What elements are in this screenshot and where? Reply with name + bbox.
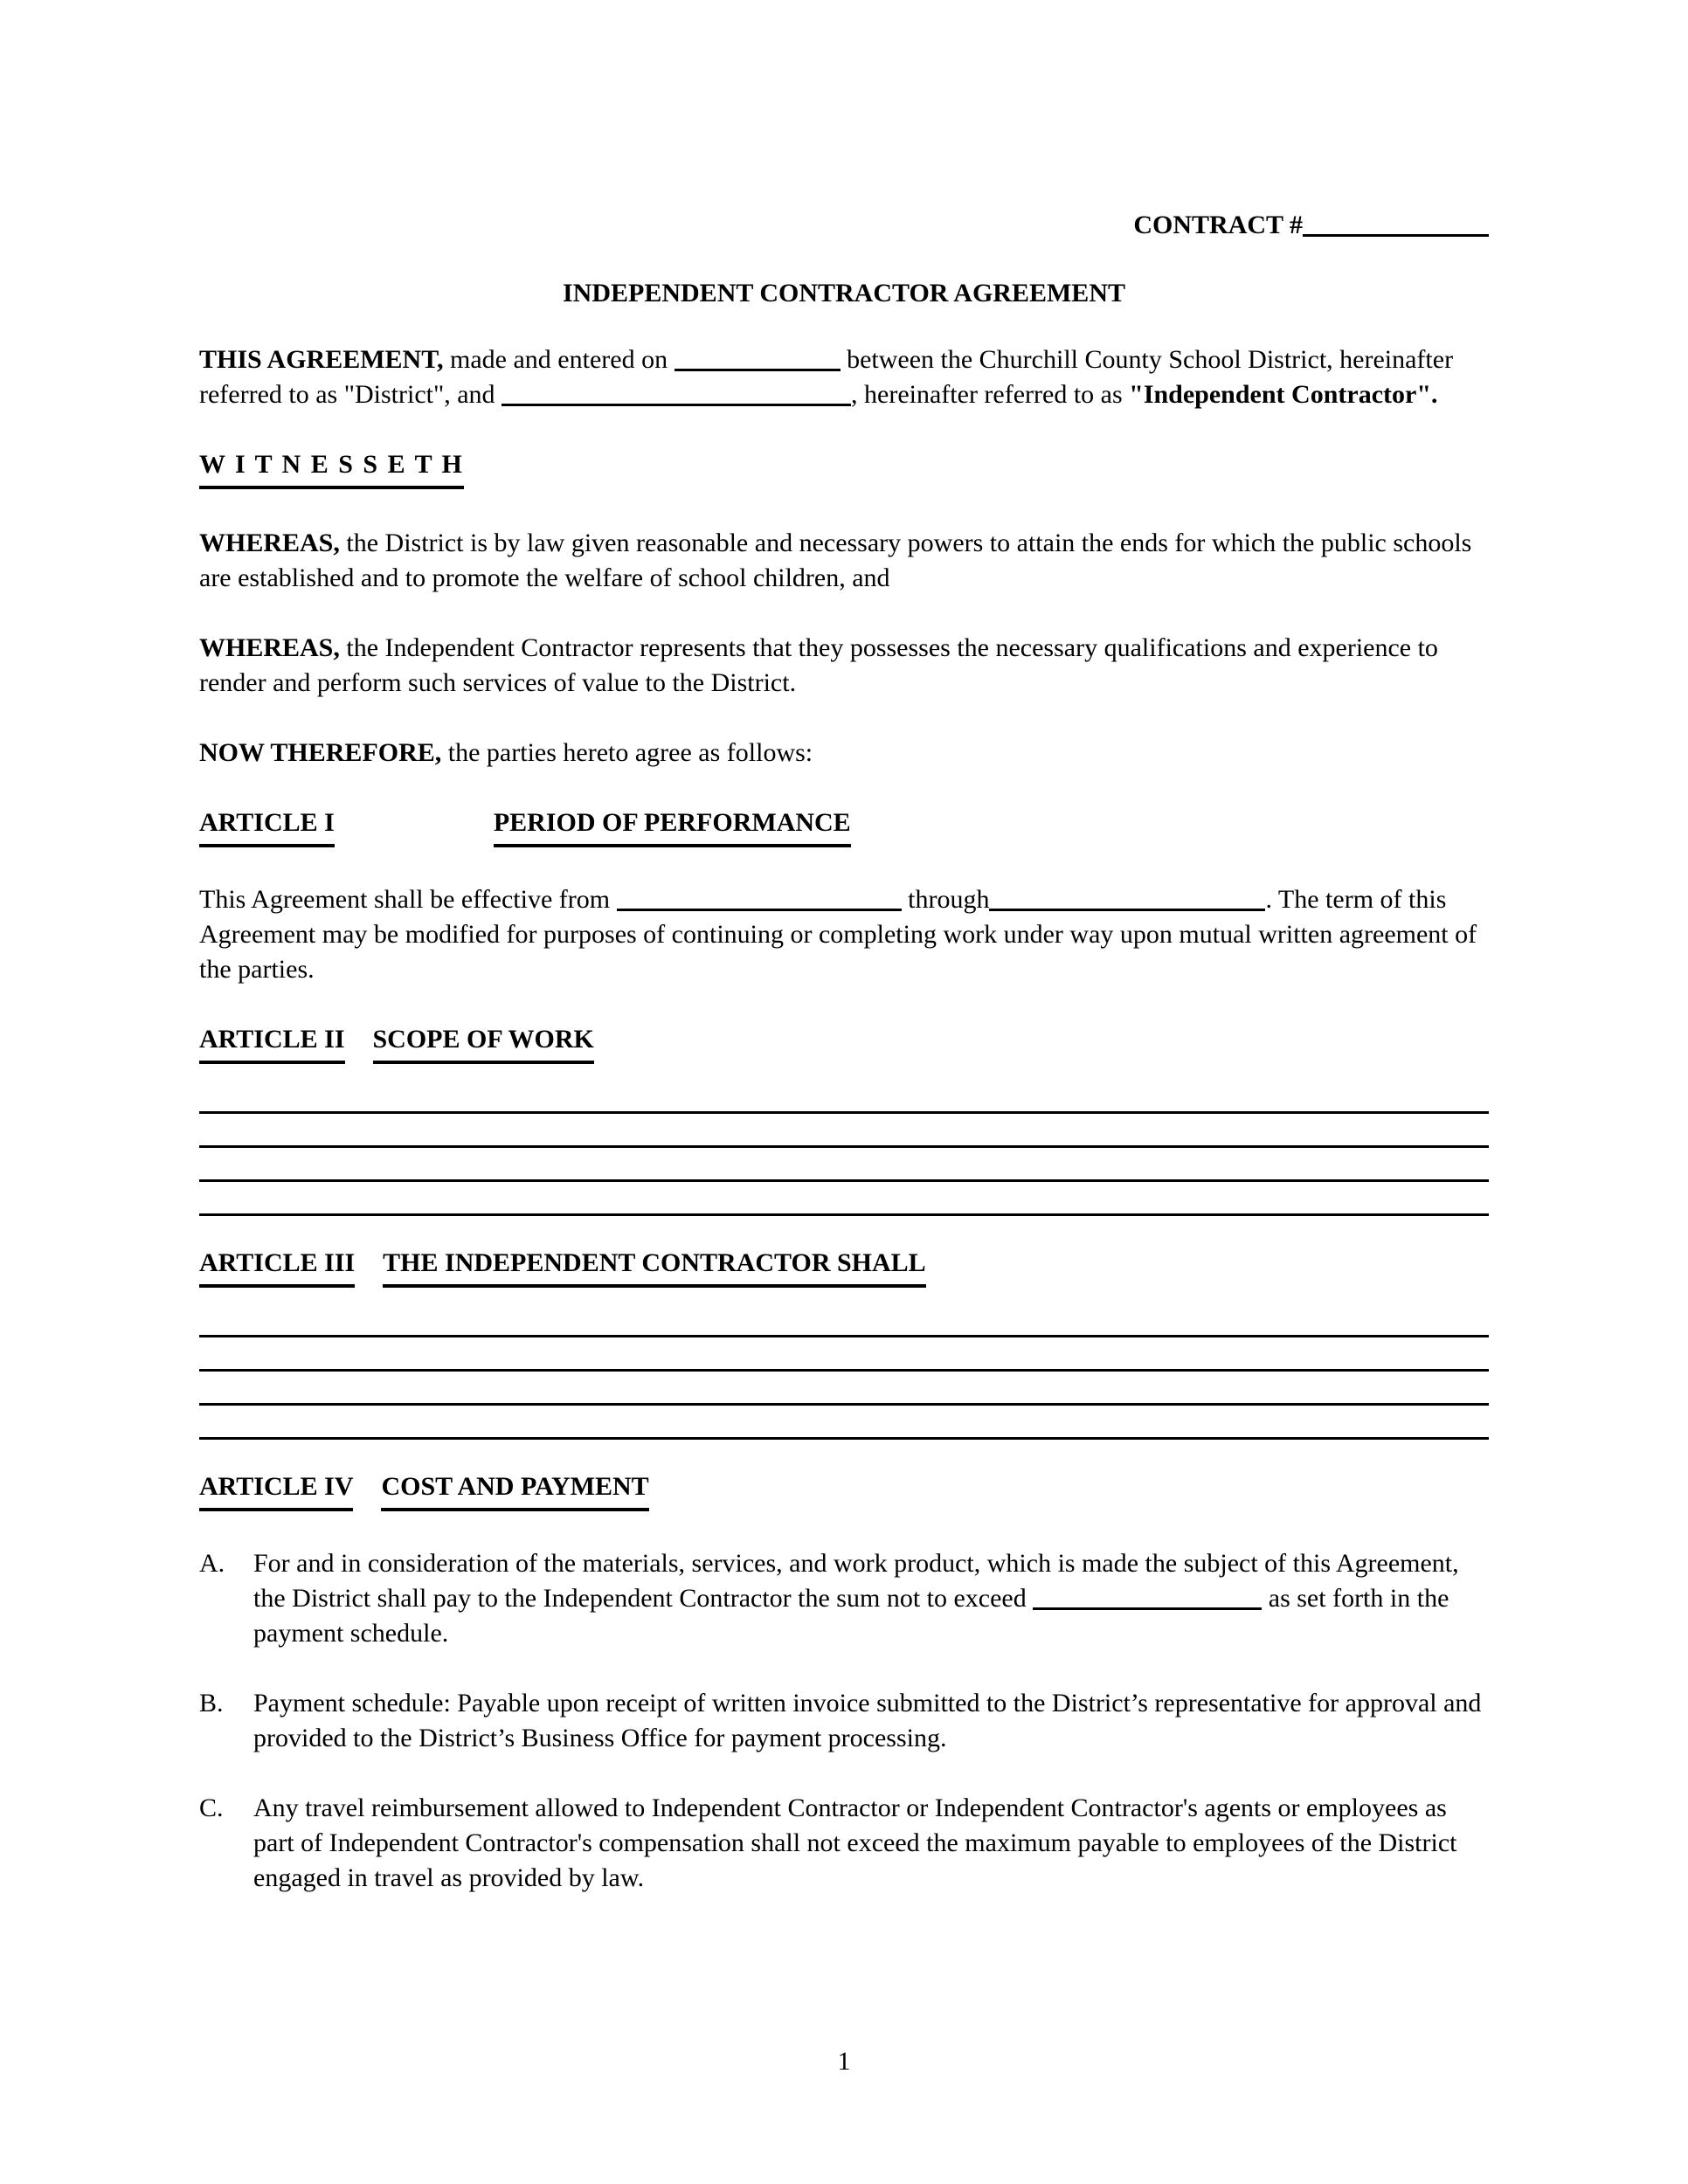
article-3-title: THE INDEPENDENT CONTRACTOR SHALL	[383, 1246, 926, 1288]
article-4-number: ARTICLE IV	[199, 1469, 353, 1511]
now-therefore-paragraph	[199, 736, 1489, 771]
now-therefore-lead: NOW THEREFORE,	[199, 738, 442, 767]
contract-number-field[interactable]	[1303, 212, 1489, 237]
contractor-shall-line-3[interactable]	[199, 1372, 1489, 1406]
whereas-paragraph-2	[199, 631, 1489, 701]
article-2-heading	[199, 1022, 1489, 1064]
cost-item-a	[199, 1546, 1489, 1651]
cost-item-b-text: Payment schedule: Payable upon receipt of written invoice submitted to the District’s representative for approval and provided to the District’s Business Office for payment processing.	[253, 1689, 1482, 1752]
witnesseth-heading: W I T N E S S E T H	[199, 447, 464, 489]
intro-lead: THIS AGREEMENT,	[199, 345, 444, 374]
contractor-name-field[interactable]	[502, 382, 851, 406]
contractor-shall-line-1[interactable]	[199, 1303, 1489, 1337]
cost-item-a-tail: as set forth in the payment schedule.	[253, 1584, 1449, 1648]
effective-from-field[interactable]	[617, 887, 902, 911]
contractor-shall-line-4[interactable]	[199, 1406, 1489, 1440]
cost-item-a-marker: A.	[199, 1549, 225, 1578]
cost-item-c-marker: C.	[199, 1794, 224, 1822]
cost-item-c	[199, 1791, 1489, 1896]
article-2-number: ARTICLE II	[199, 1022, 345, 1064]
article-3-heading	[199, 1246, 1489, 1288]
whereas-2-text: the Independent Contractor represents that they possesses the necessary qualifications and experience to render and perform such services of value to the District.	[199, 633, 1438, 697]
contract-number-label: CONTRACT #	[1133, 211, 1303, 239]
article-1-effective-from: This Agreement shall be effective from	[199, 885, 617, 914]
article-3-number: ARTICLE III	[199, 1246, 355, 1288]
page-number: 1	[837, 2047, 851, 2076]
scope-of-work-line-1[interactable]	[199, 1080, 1489, 1114]
contract-number-line	[199, 208, 1489, 243]
intro-between-district: between the Churchill County School District, hereinafter referred to as "District", and	[199, 345, 1454, 409]
contractor-shall-line-2[interactable]	[199, 1337, 1489, 1372]
intro-made-entered: made and entered on	[443, 345, 675, 374]
whereas-1-text: the District is by law given reasonable and necessary powers to attain the ends for which the public schools are established and to promote the welfare of school children, and	[199, 529, 1472, 592]
scope-of-work-write-in-area	[199, 1080, 1489, 1216]
sum-not-to-exceed-field[interactable]	[1033, 1586, 1262, 1610]
article-1-heading	[199, 805, 1489, 847]
intro-contractor-term: "Independent Contractor".	[1129, 380, 1438, 409]
article-1-title: PERIOD OF PERFORMANCE	[494, 805, 851, 847]
article-4-title: COST AND PAYMENT	[381, 1469, 648, 1511]
agreement-date-field[interactable]	[675, 347, 841, 371]
article-4-heading	[199, 1469, 1489, 1511]
witnesseth-section	[199, 447, 1489, 489]
cost-item-a-body: For and in consideration of the materials, services, and work product, which is made the subject of this Agreement, the District shall pay to the Independent Contractor the sum not to exceed	[253, 1549, 1459, 1613]
contractor-shall-write-in-area	[199, 1303, 1489, 1440]
document-title: INDEPENDENT CONTRACTOR AGREEMENT	[563, 279, 1125, 308]
cost-item-a-text	[253, 1546, 1489, 1651]
scope-of-work-line-2[interactable]	[199, 1114, 1489, 1148]
article-1-after-blanks: . The term of this Agreement may be modified for purposes of continuing or completing work under way upon mutual written agreement of the parties.	[199, 885, 1477, 984]
whereas-2-lead: WHEREAS,	[199, 633, 340, 662]
article-1-through-label: through	[901, 885, 990, 914]
cost-item-b-marker: B.	[199, 1689, 224, 1717]
intro-paragraph	[199, 342, 1489, 412]
whereas-paragraph-1	[199, 526, 1489, 596]
effective-through-field[interactable]	[989, 887, 1265, 911]
scope-of-work-line-3[interactable]	[199, 1148, 1489, 1182]
article-1-number: ARTICLE I	[199, 805, 335, 847]
article-2-title: SCOPE OF WORK	[373, 1022, 594, 1064]
intro-hereinafter: , hereinafter referred to as	[851, 380, 1130, 409]
cost-item-b	[199, 1686, 1489, 1756]
now-therefore-text: the parties hereto agree as follows:	[441, 738, 813, 767]
scope-of-work-line-4[interactable]	[199, 1182, 1489, 1216]
whereas-1-lead: WHEREAS,	[199, 529, 340, 557]
cost-item-c-text: Any travel reimbursement allowed to Independent Contractor or Independent Contractor's agents or employees as part of Independent Contractor's compensation shall not exceed the maximum payable to employees of the District engaged in travel as provided by law.	[253, 1794, 1457, 1892]
article-1-paragraph	[199, 882, 1489, 987]
